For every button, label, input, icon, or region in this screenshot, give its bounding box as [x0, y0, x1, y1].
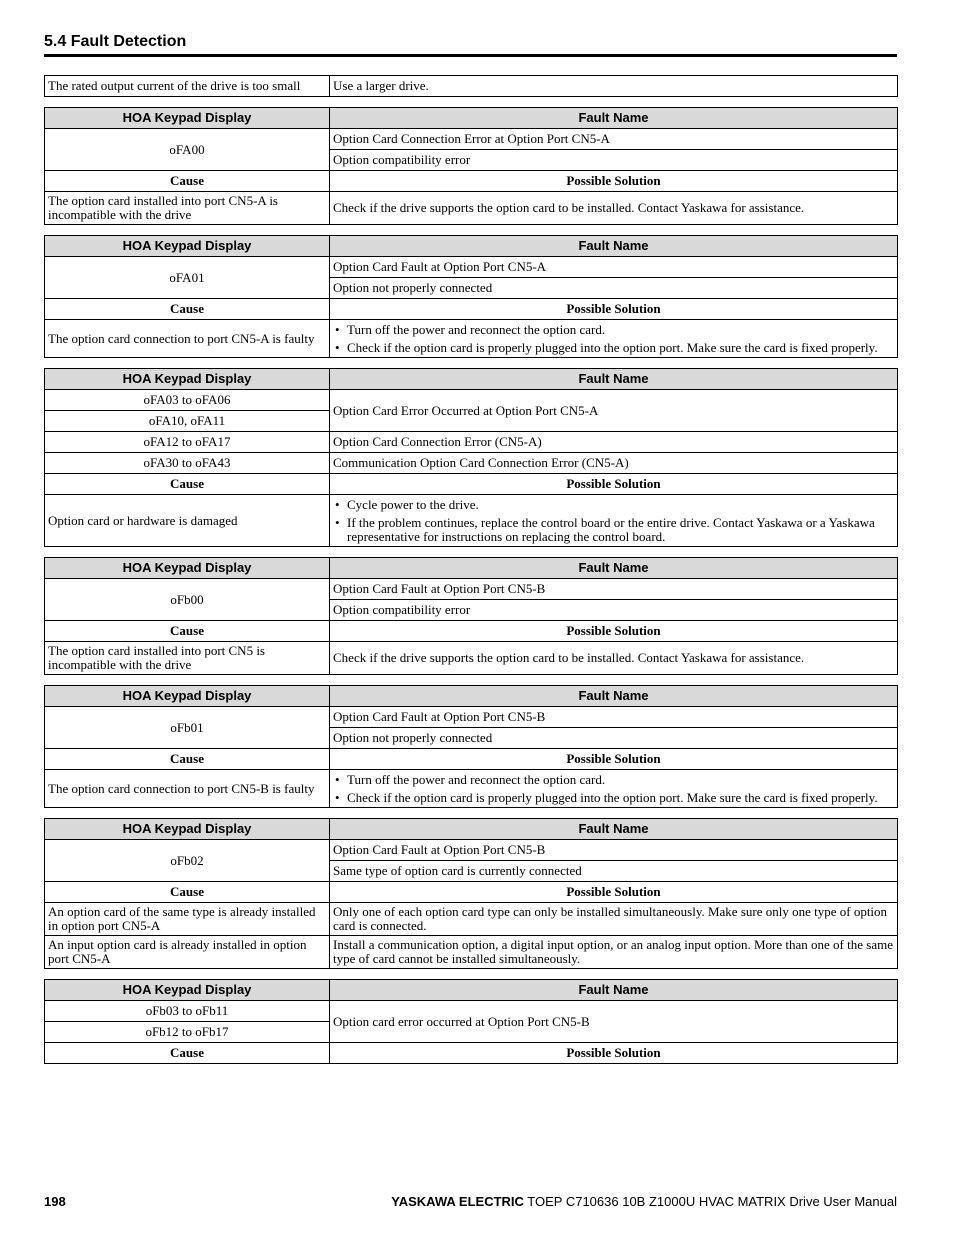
- fault-description: Option not properly connected: [330, 728, 898, 749]
- keypad-code: oFb01: [45, 707, 330, 749]
- table-row: [45, 903, 898, 936]
- keypad-code: oFA30 to oFA43: [45, 453, 330, 474]
- solution-cell: [330, 770, 898, 808]
- fault-description: Option not properly connected: [330, 278, 898, 299]
- header-rule: [44, 54, 897, 57]
- fault-table-ofa00: [44, 107, 898, 225]
- cause-header: Cause: [45, 299, 330, 320]
- fault-name-header: Fault Name: [330, 819, 898, 840]
- table-header-row: [45, 558, 898, 579]
- solution-header: Possible Solution: [330, 882, 898, 903]
- table-row: [45, 257, 898, 278]
- cause-cell: An input option card is already installed in option port CN5-A: [45, 936, 330, 969]
- footer-manual-title: [391, 1194, 897, 1209]
- table-row: [45, 642, 898, 675]
- fault-table-ofb02: [44, 818, 898, 969]
- table-row: [45, 936, 898, 969]
- fault-table-ofa01: [44, 235, 898, 358]
- fault-table-ofa03-ofa43: [44, 368, 898, 547]
- table-row: [45, 579, 898, 600]
- cause-cell: The option card installed into port CN5-A is incompatible with the drive: [45, 192, 330, 225]
- fault-name-header: Fault Name: [330, 980, 898, 1001]
- keypad-code: oFA12 to oFA17: [45, 432, 330, 453]
- table-row: [45, 76, 898, 97]
- table-header-row: [45, 236, 898, 257]
- keypad-code: oFA01: [45, 257, 330, 299]
- keypad-code: oFb03 to oFb11: [45, 1001, 330, 1022]
- solution-header: Possible Solution: [330, 1043, 898, 1064]
- solution-cell: [330, 320, 898, 358]
- table-row: [45, 192, 898, 225]
- table-row: [45, 1001, 898, 1022]
- fault-description: Option compatibility error: [330, 600, 898, 621]
- list-item: • Check if the option card is properly plugged into the option port. Make sure the card is fixed properly.: [333, 341, 894, 355]
- cause-cell: An option card of the same type is already installed in option port CN5-A: [45, 903, 330, 936]
- solution-cell: Use a larger drive.: [330, 76, 898, 97]
- display-header: HOA Keypad Display: [45, 980, 330, 1001]
- page-number: 198: [44, 1194, 66, 1209]
- fault-name-header: Fault Name: [330, 369, 898, 390]
- keypad-code: oFA10, oFA11: [45, 411, 330, 432]
- table-header-row: [45, 980, 898, 1001]
- fault-name-header: Fault Name: [330, 108, 898, 129]
- solution-cell: Only one of each option card type can only be installed simultaneously. Make sure only one type of option card is connected.: [330, 903, 898, 936]
- table-subheader-row: [45, 749, 898, 770]
- fault-description: Option compatibility error: [330, 150, 898, 171]
- list-item: • Turn off the power and reconnect the option card.: [333, 773, 894, 787]
- table-header-row: [45, 686, 898, 707]
- solution-header: Possible Solution: [330, 299, 898, 320]
- cause-cell: The option card connection to port CN5-A is faulty: [45, 320, 330, 358]
- cause-header: Cause: [45, 171, 330, 192]
- solution-cell: Check if the drive supports the option card to be installed. Contact Yaskawa for assistance.: [330, 642, 898, 675]
- table-subheader-row: [45, 621, 898, 642]
- list-item: • If the problem continues, replace the control board or the entire drive. Contact Yaskawa or a Yaskawa representative for instructions on replacing the control board.: [333, 516, 894, 544]
- solution-list: [333, 323, 894, 355]
- list-item: • Cycle power to the drive.: [333, 498, 894, 512]
- section-title: 5.4 Fault Detection: [44, 33, 187, 50]
- intro-table: [44, 75, 898, 97]
- cause-header: Cause: [45, 1043, 330, 1064]
- cause-header: Cause: [45, 749, 330, 770]
- fault-name: Option Card Fault at Option Port CN5-B: [330, 579, 898, 600]
- cause-cell: The option card connection to port CN5-B is faulty: [45, 770, 330, 808]
- fault-table-ofb00: [44, 557, 898, 675]
- table-row: [45, 707, 898, 728]
- keypad-code: oFb12 to oFb17: [45, 1022, 330, 1043]
- table-subheader-row: [45, 171, 898, 192]
- fault-name: Option Card Fault at Option Port CN5-B: [330, 707, 898, 728]
- solution-cell: Check if the drive supports the option card to be installed. Contact Yaskawa for assistance.: [330, 192, 898, 225]
- fault-name-header: Fault Name: [330, 236, 898, 257]
- table-row: [45, 770, 898, 808]
- keypad-code: oFA00: [45, 129, 330, 171]
- display-header: HOA Keypad Display: [45, 558, 330, 579]
- fault-name: Option Card Fault at Option Port CN5-A: [330, 257, 898, 278]
- document-body: [44, 75, 897, 1074]
- footer-doc-title: TOEP C710636 10B Z1000U HVAC MATRIX Drive User Manual: [523, 1194, 897, 1209]
- table-subheader-row: [45, 474, 898, 495]
- fault-name-header: Fault Name: [330, 686, 898, 707]
- keypad-code: oFb02: [45, 840, 330, 882]
- fault-table-ofb01: [44, 685, 898, 808]
- table-header-row: [45, 108, 898, 129]
- cause-cell: Option card or hardware is damaged: [45, 495, 330, 547]
- solution-header: Possible Solution: [330, 474, 898, 495]
- display-header: HOA Keypad Display: [45, 686, 330, 707]
- display-header: HOA Keypad Display: [45, 369, 330, 390]
- footer-brand: YASKAWA ELECTRIC: [391, 1194, 524, 1209]
- display-header: HOA Keypad Display: [45, 819, 330, 840]
- solution-list: [333, 773, 894, 805]
- solution-list: [333, 498, 894, 544]
- cause-header: Cause: [45, 882, 330, 903]
- fault-name-header: Fault Name: [330, 558, 898, 579]
- keypad-code: oFA03 to oFA06: [45, 390, 330, 411]
- fault-name: Communication Option Card Connection Error (CN5-A): [330, 453, 898, 474]
- cause-cell: The option card installed into port CN5 is incompatible with the drive: [45, 642, 330, 675]
- cause-cell: The rated output current of the drive is too small: [45, 76, 330, 97]
- fault-table-ofb03-ofb17: [44, 979, 898, 1064]
- keypad-code: oFb00: [45, 579, 330, 621]
- solution-cell: Install a communication option, a digital input option, or an analog input option. More than one of the same type of card cannot be installed simultaneously.: [330, 936, 898, 969]
- table-row: [45, 432, 898, 453]
- table-subheader-row: [45, 1043, 898, 1064]
- table-header-row: [45, 369, 898, 390]
- solution-cell: [330, 495, 898, 547]
- solution-header: Possible Solution: [330, 749, 898, 770]
- fault-name: Option Card Fault at Option Port CN5-B: [330, 840, 898, 861]
- fault-name: Option Card Error Occurred at Option Port CN5-A: [330, 390, 898, 432]
- cause-header: Cause: [45, 621, 330, 642]
- table-row: [45, 320, 898, 358]
- table-header-row: [45, 819, 898, 840]
- fault-description: Same type of option card is currently connected: [330, 861, 898, 882]
- table-row: [45, 129, 898, 150]
- table-row: [45, 390, 898, 411]
- cause-header: Cause: [45, 474, 330, 495]
- fault-name: Option card error occurred at Option Port CN5-B: [330, 1001, 898, 1043]
- table-row: [45, 495, 898, 547]
- fault-name: Option Card Connection Error (CN5-A): [330, 432, 898, 453]
- fault-name: Option Card Connection Error at Option Port CN5-A: [330, 129, 898, 150]
- table-row: [45, 840, 898, 861]
- display-header: HOA Keypad Display: [45, 108, 330, 129]
- table-subheader-row: [45, 882, 898, 903]
- display-header: HOA Keypad Display: [45, 236, 330, 257]
- table-subheader-row: [45, 299, 898, 320]
- list-item: • Turn off the power and reconnect the option card.: [333, 323, 894, 337]
- list-item: • Check if the option card is properly plugged into the option port. Make sure the card is fixed properly.: [333, 791, 894, 805]
- solution-header: Possible Solution: [330, 171, 898, 192]
- table-row: [45, 453, 898, 474]
- solution-header: Possible Solution: [330, 621, 898, 642]
